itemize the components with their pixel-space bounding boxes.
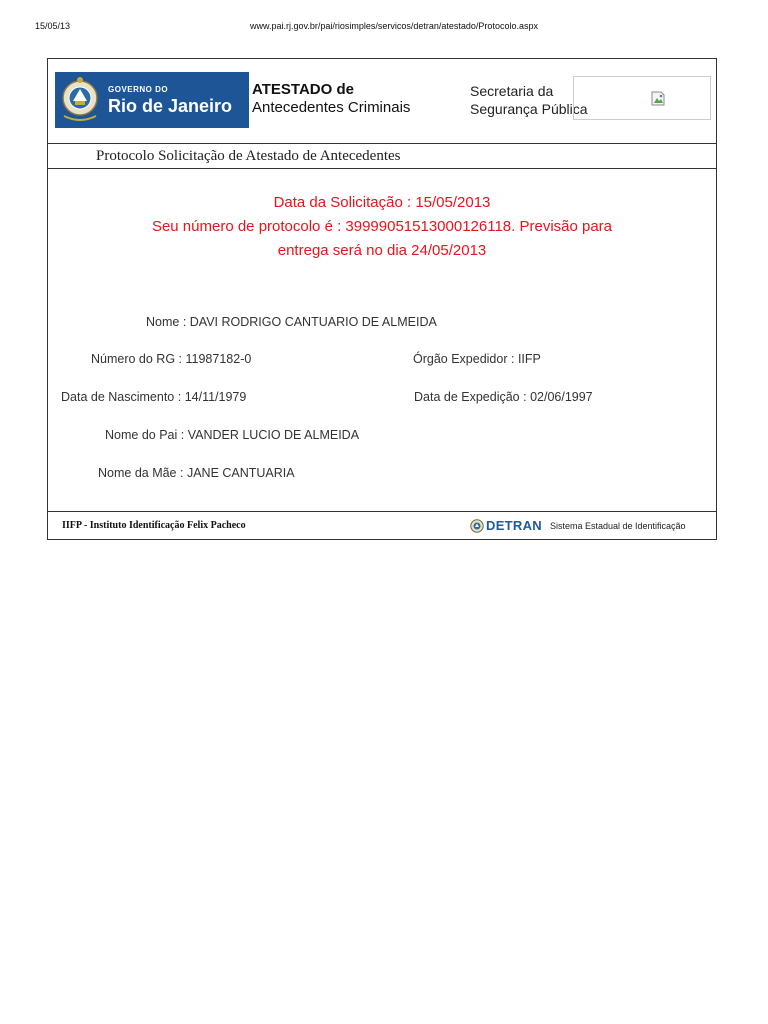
field-mae <box>98 466 295 480</box>
field-expedicao-label: Data de Expedição : <box>414 390 527 404</box>
field-expedicao-value: 02/06/1997 <box>530 390 593 404</box>
detran-logo-text: DETRAN <box>486 518 542 533</box>
detran-system-text: Sistema Estadual de Identificação <box>549 520 686 531</box>
field-nascimento-label: Data de Nascimento : <box>61 390 182 404</box>
iifp-footer-text: IIFP - Instituto Identificação Felix Pacheco <box>62 520 246 531</box>
print-header <box>0 0 768 30</box>
section-bar <box>48 143 716 169</box>
detran-emblem-icon <box>470 519 484 533</box>
field-orgao-value: IIFP <box>517 352 541 366</box>
logo-governo-text: GOVERNO DO <box>108 84 169 94</box>
field-rg <box>91 352 251 366</box>
document-title <box>252 81 410 117</box>
document-header <box>48 59 716 143</box>
field-orgao <box>413 352 541 366</box>
protocol-notice <box>48 191 716 263</box>
rj-coat-of-arms-icon <box>58 74 102 126</box>
request-date-line: Data da Solicitação : 15/05/2013 <box>273 194 491 211</box>
governo-rj-logo <box>55 72 249 128</box>
certificate-document <box>47 58 717 540</box>
protocol-number-line: Seu número de protocolo é : 39999051513000126118. Previsão para <box>151 218 613 235</box>
title-line-1: ATESTADO de <box>252 81 354 98</box>
secretaria-line-2: Segurança Pública <box>470 101 588 117</box>
field-pai-label: Nome do Pai : <box>105 428 185 442</box>
document-footer <box>48 511 716 541</box>
field-mae-value: JANE CANTUARIA <box>186 466 295 480</box>
title-line-2: Antecedentes Criminais <box>252 99 411 116</box>
secretaria-line-1: Secretaria da <box>470 83 554 99</box>
field-pai-value: VANDER LUCIO DE ALMEIDA <box>187 428 360 442</box>
broken-image-icon <box>651 91 665 106</box>
secretaria-label <box>470 82 588 118</box>
image-placeholder-box <box>573 76 711 120</box>
field-rg-value: 11987182-0 <box>185 352 252 366</box>
logo-rio-text: Rio de Janeiro <box>108 95 233 116</box>
detran-footer <box>470 518 686 533</box>
section-title: Protocolo Solicitação de Atestado de Antecedentes <box>96 148 401 164</box>
field-nome-label: Nome : <box>146 315 187 329</box>
field-rg-label: Número do RG : <box>91 352 183 366</box>
field-expedicao <box>414 390 593 404</box>
print-url: www.pai.rj.gov.br/pai/riosimples/servicos/detran/atestado/Protocolo.aspx <box>250 21 538 31</box>
field-nome <box>146 315 437 329</box>
field-nascimento-value: 14/11/1979 <box>184 390 247 404</box>
field-orgao-label: Órgão Expedidor : <box>413 352 515 366</box>
field-nascimento <box>61 390 246 404</box>
delivery-date-line: entrega será no dia 24/05/2013 <box>277 242 487 259</box>
print-date: 15/05/13 <box>35 21 71 31</box>
field-mae-label: Nome da Mãe : <box>98 466 184 480</box>
field-pai <box>105 428 359 442</box>
field-nome-value: DAVI RODRIGO CANTUARIO DE ALMEIDA <box>189 315 437 329</box>
